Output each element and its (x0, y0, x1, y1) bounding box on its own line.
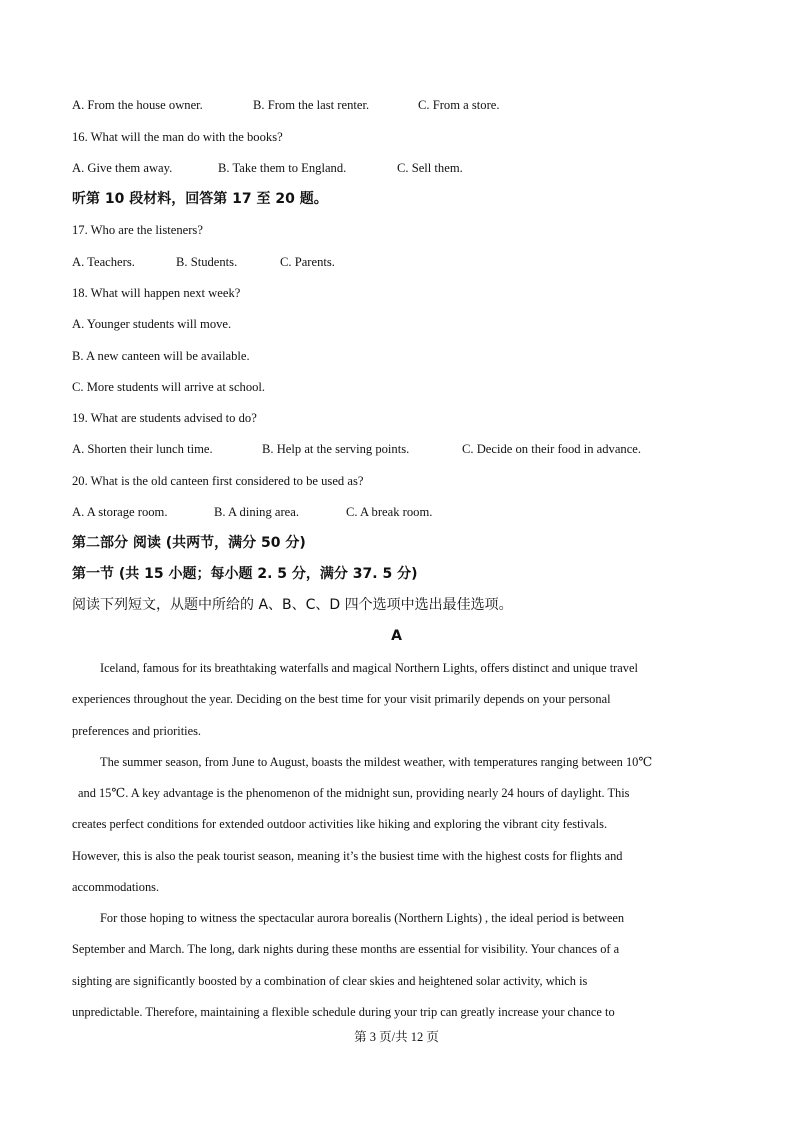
passage-line: and 15℃. A key advantage is the phenomenon of the midnight sun, providing nearly 24 hours of daylight. This (78, 786, 630, 800)
passage-letter: A (391, 628, 402, 644)
q15-options (72, 97, 500, 113)
question-20: 20. What is the old canteen first considered to be used as? (72, 474, 364, 488)
option-b: B. Help at the serving points. (262, 442, 410, 456)
option-c: C. Decide on their food in advance. (462, 442, 642, 456)
option-b: B. From the last renter. (253, 98, 370, 112)
passage-line: preferences and priorities. (72, 724, 202, 738)
question-18: 18. What will happen next week? (72, 286, 241, 300)
section-10-heading: 听第 10 段材料，回答第 17 至 20 题。 (72, 191, 328, 207)
question-16: 16. What will the man do with the books? (72, 130, 283, 144)
question-19: 19. What are students advised to do? (72, 411, 257, 425)
section-1-heading: 第一节 (共 15 小题；每小题 2. 5 分，满分 37. 5 分) (72, 566, 418, 582)
passage-line: unpredictable. Therefore, maintaining a flexible schedule during your trip can greatly increase your chance to (72, 1005, 615, 1019)
q18-option-a: A. Younger students will move. (72, 317, 232, 331)
q16-options (72, 160, 463, 176)
question-17: 17. Who are the listeners? (72, 223, 203, 237)
option-a: A. A storage room. (72, 505, 168, 519)
option-b: B. A dining area. (214, 505, 299, 519)
reading-instruction: 阅读下列短文，从题中所给的 A、B、C、D 四个选项中选出最佳选项。 (72, 597, 513, 613)
passage-line: sighting are significantly boosted by a combination of clear skies and heightened solar activity, which is (72, 974, 588, 988)
option-c: C. A break room. (346, 505, 433, 519)
q20-options (72, 504, 432, 520)
part-2-heading: 第二部分 阅读 (共两节，满分 50 分) (72, 535, 306, 551)
passage-line: The summer season, from June to August, boasts the mildest weather, with temperatures ranging between 10℃ (100, 755, 653, 769)
option-b: B. Take them to England. (218, 161, 347, 175)
passage-line: creates perfect conditions for extended outdoor activities like hiking and exploring the vibrant city festivals. (72, 817, 608, 831)
option-c: C. From a store. (418, 98, 500, 112)
option-a: A. Shorten their lunch time. (72, 442, 213, 456)
option-c: C. Sell them. (397, 161, 463, 175)
page-footer: 第 3 页/共 12 页 (354, 1030, 439, 1044)
q18-option-c: C. More students will arrive at school. (72, 380, 266, 394)
passage-line: However, this is also the peak tourist season, meaning it’s the busiest time with the highest costs for flights and (72, 849, 623, 863)
passage-line: Iceland, famous for its breathtaking waterfalls and magical Northern Lights, offers distinct and unique travel (100, 661, 638, 675)
passage-line: experiences throughout the year. Deciding on the best time for your visit primarily depends on your personal (72, 692, 611, 706)
option-a: A. Teachers. (72, 255, 135, 269)
option-a: A. From the house owner. (72, 98, 203, 112)
q18-option-b: B. A new canteen will be available. (72, 349, 250, 363)
q17-options (72, 254, 335, 270)
option-a: A. Give them away. (72, 161, 173, 175)
passage-line: For those hoping to witness the spectacular aurora borealis (Northern Lights) , the ideal period is between (100, 911, 625, 925)
option-b: B. Students. (176, 255, 238, 269)
q19-options (72, 441, 641, 457)
passage-line: September and March. The long, dark nights during these months are essential for visibility. Your chances of a (72, 942, 620, 956)
option-c: C. Parents. (280, 255, 335, 269)
passage-line: accommodations. (72, 880, 160, 894)
